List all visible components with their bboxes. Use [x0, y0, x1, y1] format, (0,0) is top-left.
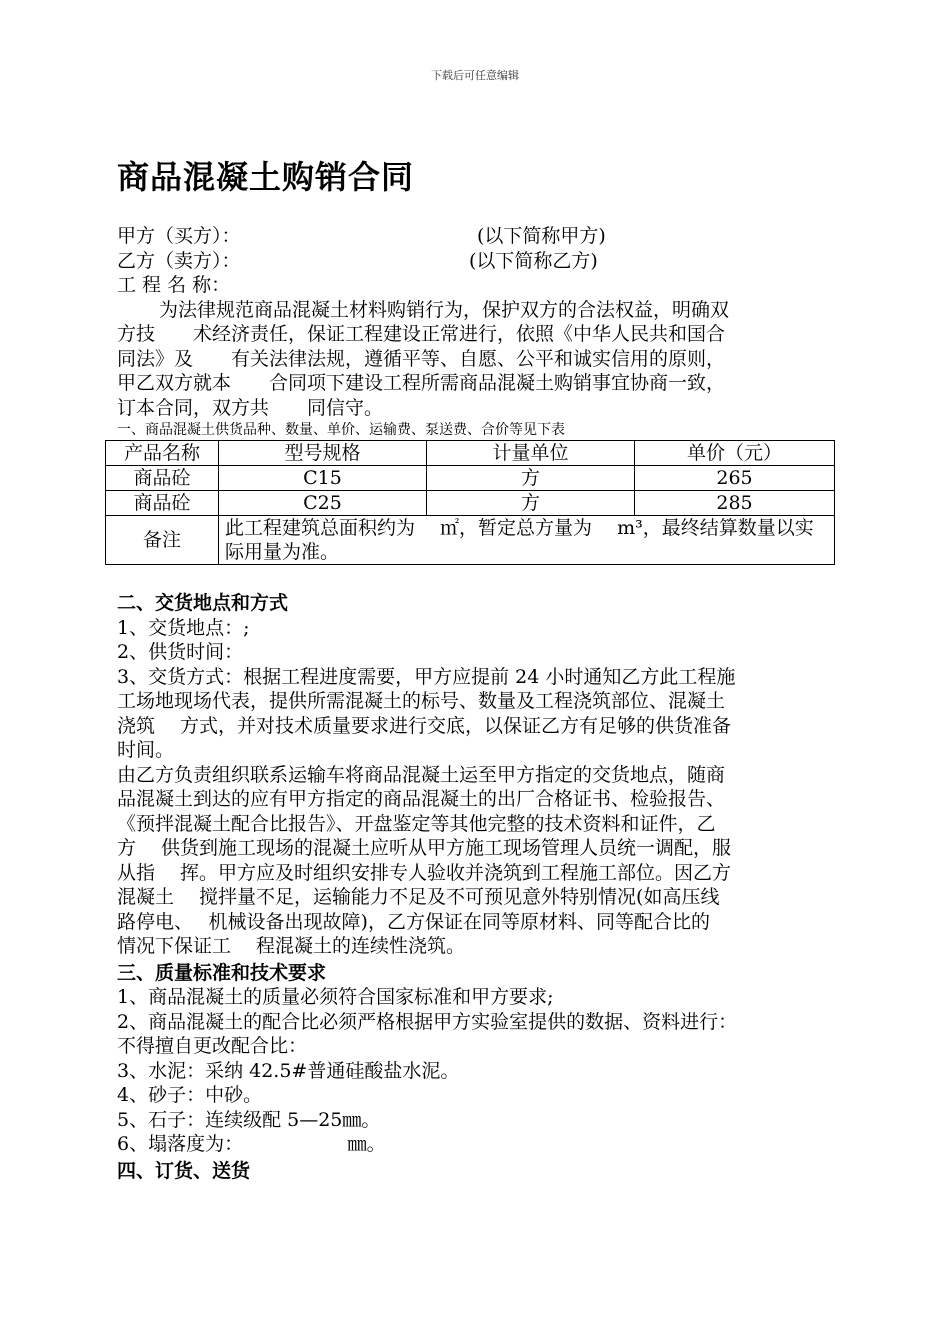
table-cell: C15 [219, 466, 427, 491]
intro-line: 甲乙双方就本 合同项下建设工程所需商品混凝土购销事宜协商一致， [117, 372, 726, 394]
table-cell: 商品砼 [106, 491, 219, 516]
section3-line: 1、商品混凝土的质量必须符合国家标准和甲方要求; [117, 986, 554, 1008]
table-header-cell: 型号规格 [219, 441, 427, 466]
table-header-cell: 产品名称 [106, 441, 219, 466]
section2-line: 路停电、 机械设备出现故障)，乙方保证在同等原材料、同等配合比的 [117, 910, 710, 933]
section2-line: 2、供货时间： [117, 641, 244, 663]
intro-line: 同法》及 有关法律法规，遵循平等、自愿、公平和诚实信用的原则， [117, 347, 726, 370]
party-a-label: 甲方（买方）： [117, 225, 241, 247]
table-cell: 商品砼 [106, 466, 219, 491]
section2-line: 由乙方负责组织联系运输车将商品混凝土运至甲方指定的交货地点，随商 [117, 763, 726, 786]
table-header-cell: 单价（元） [635, 441, 835, 466]
section2-line: 品混凝土到达的应有甲方指定的商品混凝土的出厂合格证书、检验报告、 [117, 788, 726, 810]
section2-line: 1、交货地点：; [117, 616, 250, 639]
section2-line: 浇筑 方式，并对技术质量要求进行交底，以保证乙方有足够的供货准备 [117, 714, 732, 737]
table-row [106, 491, 835, 516]
intro-line: 方技 术经济责任，保证工程建设正常进行，依照《中华人民共和国合 [117, 323, 726, 345]
section3-line: 4、砂子：中砂。 [117, 1084, 263, 1106]
section2-line: 从指 挥。甲方应及时组织安排专人验收并浇筑到工程施工部位。因乙方 [117, 861, 732, 884]
table-cell: 285 [635, 491, 835, 516]
section2-line: 时间。 [117, 739, 175, 761]
section2-line: 混凝土 搅拌量不足，运输能力不足及不可预见意外特别情况(如高压线 [117, 886, 720, 908]
section2-title: 二、交货地点和方式 [117, 592, 289, 614]
party-b-line [117, 249, 847, 274]
project-name-label: 工 程 名 称： [117, 274, 231, 296]
table-header-row [106, 441, 835, 466]
document-title: 商品混凝土购销合同 [117, 158, 415, 196]
contract-body [117, 224, 847, 1183]
header-note: 下载后可任意编辑 [431, 69, 519, 82]
party-b-label: 乙方（卖方）： [117, 249, 241, 272]
section4-title: 四、订货、送货 [117, 1159, 251, 1182]
party-a-alias: (以下简称甲方) [477, 225, 606, 247]
table-cell: 方 [427, 491, 635, 516]
section2-line: 3、交货方式：根据工程进度需要，甲方应提前 24 小时通知乙方此工程施 [117, 665, 736, 688]
table-cell: C25 [219, 491, 427, 516]
remark-label: 备注 [106, 516, 219, 565]
party-a-line [117, 224, 847, 249]
product-table [105, 440, 835, 565]
section3-line: 不得擅自更改配合比： [117, 1035, 308, 1057]
section2-line: 《预拌混凝土配合比报告》、开盘鉴定等其他完整的技术资料和证件，乙 [117, 812, 716, 835]
table-row [106, 466, 835, 491]
section3-line: 3、水泥：采纳 42.5#普通硅酸盐水泥。 [117, 1059, 460, 1082]
section2-line: 方 供货到施工现场的混凝土应听从甲方施工现场管理人员统一调配，服 [117, 837, 732, 859]
table-remark-row [106, 516, 835, 565]
table-cell: 方 [427, 466, 635, 491]
table-cell: 265 [635, 466, 835, 491]
section3-line: 6、塌落度为： ㎜。 [117, 1133, 386, 1155]
table-header-cell: 计量单位 [427, 441, 635, 466]
section3-line: 2、商品混凝土的配合比必须严格根据甲方实验室提供的数据、资料进行： [117, 1010, 738, 1033]
section1-caption: 一、商品混凝土供货品种、数量、单价、运输费、泵送费、合价等见下表 [117, 422, 565, 438]
party-b-alias: (以下简称乙方) [469, 249, 598, 272]
remark-text: 此工程建筑总面积约为 ㎡，暂定总方量为 m³，最终结算数量以实际用量为准。 [219, 516, 835, 565]
intro-line: 为法律规范商品混凝土材料购销行为，保护双方的合法权益，明确双 [159, 298, 730, 321]
section2-line: 工场地现场代表，提供所需混凝土的标号、数量及工程浇筑部位、混凝土 [117, 690, 726, 712]
intro-line: 订本合同，双方共 同信守。 [117, 396, 384, 419]
section3-title: 三、质量标准和技术要求 [117, 961, 327, 984]
section3-line: 5、石子：连续级配 5—25㎜。 [117, 1108, 381, 1131]
section2-line: 情况下保证工 程混凝土的连续性浇筑。 [117, 935, 466, 957]
